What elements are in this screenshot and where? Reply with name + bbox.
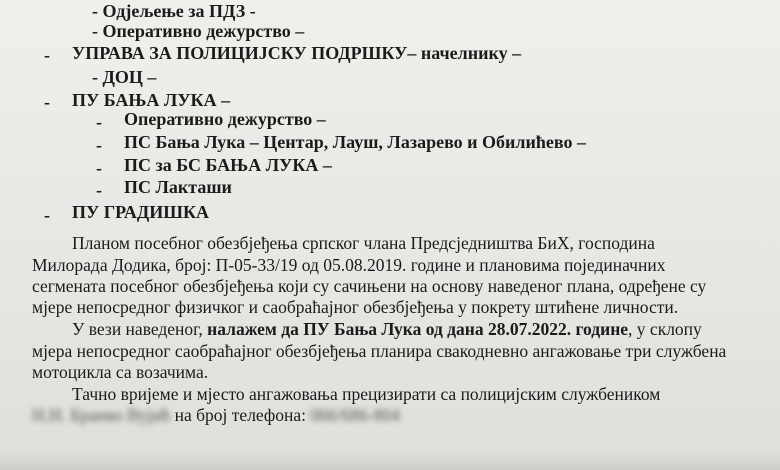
bullet-dash: -: [44, 205, 50, 225]
paragraph-2-order: налажем да ПУ Бања Лука од дана 28.07.2022. године: [207, 319, 629, 339]
paragraph-1-line-3: сегмената посебног обезбјеђења који су сачињени на основу наведеног плана, одређене су: [32, 276, 707, 296]
paragraph-1-line-2: Милорада Додика, број: П-05-33/19 од 05.08.2019. године и плановима појединачних: [32, 255, 666, 275]
bullet-dash: -: [44, 45, 50, 65]
list-item-pu-banja-luka: ПУ БАЊА ЛУКА –: [72, 90, 231, 110]
redacted-phone-number: 066/686-804: [310, 405, 400, 425]
list-item-ps-bs-banja-luka: ПС за БС БАЊА ЛУКА –: [124, 155, 332, 175]
bullet-dash: -: [96, 180, 102, 200]
paragraph-1-line-1: Планом посебног обезбјеђења српског члана Предсједништва БиХ, господина: [72, 233, 655, 253]
list-item-operativno-dezurstvo-1: - Оперативно дежурство –: [92, 21, 305, 41]
paragraph-1-line-4: мјере непосредног физичког и саобраћајног обезбјеђења у покрету штићене личности.: [32, 297, 679, 317]
paragraph-2-continuation: , у склопу: [628, 319, 702, 339]
list-item-ps-banja-luka-centar: ПС Бања Лука – Центар, Лауш, Лазарево и Обилићево –: [124, 132, 586, 152]
page-bottom-shadow: [0, 452, 780, 470]
list-item-doc: - ДОЦ –: [92, 67, 157, 87]
phone-label: на број телефона:: [174, 405, 306, 425]
paragraph-2-intro: У вези наведеног,: [72, 319, 208, 339]
paragraph-3-line-2: [32, 404, 750, 427]
paragraph-2-line-3: мотоцикла са возачима.: [32, 362, 209, 382]
list-item-ps-laktasi: ПС Лакташи: [124, 177, 232, 197]
list-item-odjeljenje-pdz: - Одјељење за ПДЗ -: [92, 1, 256, 21]
bullet-dash: -: [44, 92, 50, 112]
paragraph-3-line-1: Тачно вријеме и мјесто ангажовања прецизирати са полицијским службеником: [72, 384, 661, 404]
paragraph-2-line-1: [72, 318, 780, 341]
bullet-dash: -: [96, 135, 102, 155]
redacted-officer-name: Н.Н. Бранко Вујић: [32, 405, 171, 425]
list-item-pu-gradiska: ПУ ГРАДИШКА: [72, 202, 210, 222]
bullet-dash: -: [96, 112, 102, 132]
paragraph-2-line-2: мјера непосредног саобраћајног обезбјеђења планира свакодневно ангажовање три службена: [32, 341, 727, 361]
list-item-uprava-policijska-podrska: УПРАВА ЗА ПОЛИЦИЈСКУ ПОДРШКУ– начелнику –: [72, 43, 522, 63]
bullet-dash: -: [96, 158, 102, 178]
list-item-operativno-dezurstvo-2: Оперативно дежурство –: [124, 109, 326, 129]
